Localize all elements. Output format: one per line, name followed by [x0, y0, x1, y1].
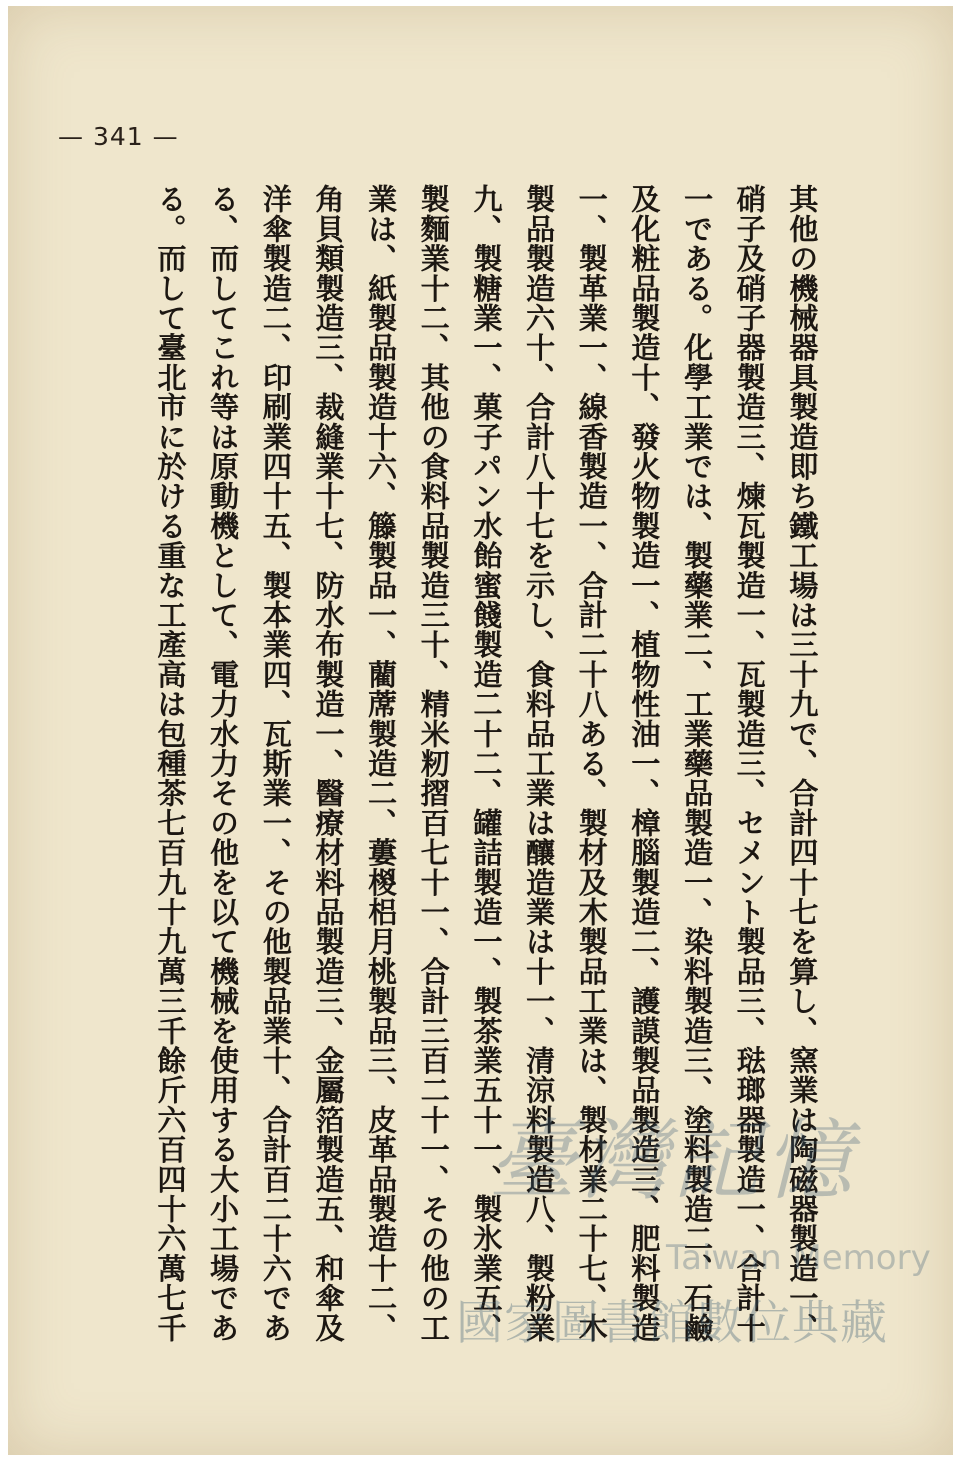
- book-page: [8, 6, 953, 1455]
- text-column: 及化粧品製造十、發火物製造一、植物性油一、樟腦製造二、護謨製品製造三、肥料製造: [626, 184, 661, 1343]
- watermark-english: Taiwan Memory: [666, 1238, 931, 1278]
- text-column: 一、製革業一、線香製造一、合計二十八ある、製材及木製品工業は、製材業二十七、木: [574, 184, 609, 1343]
- text-column: 其他の機械器具製造即ち鐵工場は三十九で、合計四十七を算し、窯業は陶磁器製造一、: [784, 184, 819, 1343]
- text-column: 製品製造六十、合計八十七を示し、食料品工業は釀造業は十一、清涼料製造八、製粉業: [521, 184, 556, 1343]
- text-column: 九、製糖業一、菓子パン水飴蜜餞製造二十二、罐詰製造一、製茶業五十一、製氷業五、: [468, 184, 503, 1343]
- text-column: 硝子及硝子器製造三、煉瓦製造一、瓦製造三、セメント製品三、琺瑯器製造一、合計十: [732, 184, 767, 1343]
- text-column: 一である。化學工業では、製藥業二、工業藥品製造一、染料製造三、塗料製造二、石鹼: [679, 184, 714, 1343]
- text-column: 製麵業十二、其他の食料品製造三十、精米籾摺百七十一、合計三百二十一、その他の工: [416, 184, 451, 1343]
- text-column: る、而してこれ等は原動機として、電力水力その他を以て機械を使用する大小工場であ: [205, 184, 240, 1343]
- text-column: 角貝類製造三、裁縫業十七、防水布製造一、醫療材料品製造三、金屬箔製造五、和傘及: [310, 184, 345, 1343]
- text-column: る。而して臺北市に於ける重な工產高は包種茶七百九十九萬三千餘斤六百四十六萬七千: [153, 184, 187, 1343]
- text-column: 業は、紙製品製造十六、籐製品一、藺蓆製造二、蔞椶梠月桃製品三、皮革品製造十二、: [363, 184, 398, 1343]
- watermark-library: 國家圖書館數位典藏: [456, 1296, 888, 1351]
- text-column: 洋傘製造二、印刷業四十五、製本業四、瓦斯業一、その他製品業十、合計百二十六であ: [258, 184, 293, 1343]
- watermark-logo: 臺灣記憶: [488, 1109, 857, 1212]
- page-number: — 341 —: [58, 122, 179, 151]
